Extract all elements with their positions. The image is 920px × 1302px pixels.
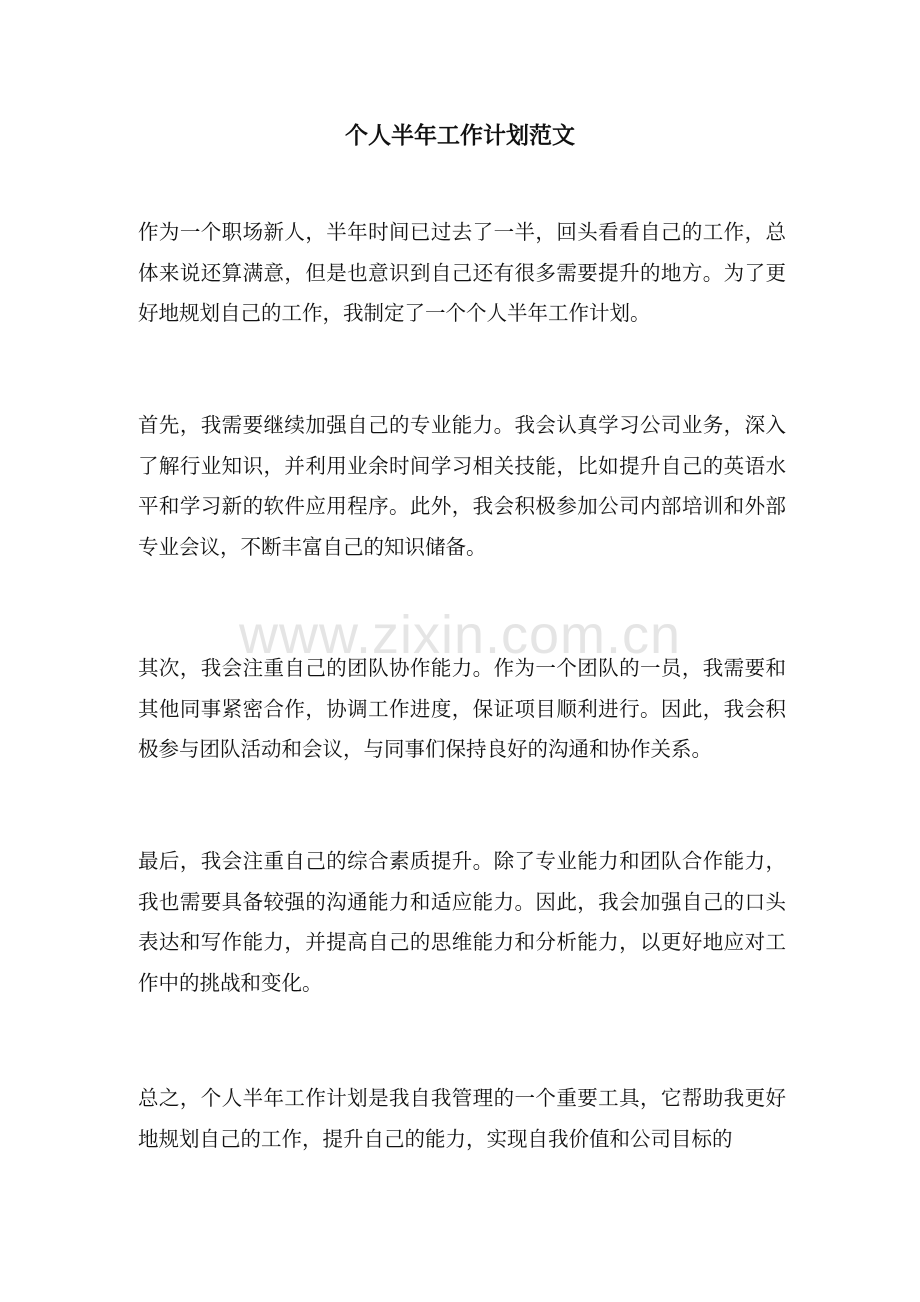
paragraph-teamwork: 其次，我会注重自己的团队协作能力。作为一个团队的一员，我需要和其他同事紧密合作，协调工作进度，保证项目顺利进行。因此，我会积极参与团队活动和会议，与同事们保持良好的沟通和协作关系。 (138, 656, 786, 761)
document-title: 个人半年工作计划范文 (345, 122, 575, 149)
paragraph-professional-skills: 首先，我需要继续加强自己的专业能力。我会认真学习公司业务，深入了解行业知识，并利用业余时间学习相关技能，比如提升自己的英语水平和学习新的软件应用程序。此外，我会积极参加公司内部培训和外部专业会议，不断丰富自己的知识储备。 (138, 413, 786, 559)
paragraph-overall-quality: 最后，我会注重自己的综合素质提升。除了专业能力和团队合作能力，我也需要具备较强的沟通能力和适应能力。因此，我会加强自己的口头表达和写作能力，并提高自己的思维能力和分析能力，以更好地应对工作中的挑战和变化。 (138, 849, 786, 995)
paragraph-conclusion: 总之，个人半年工作计划是我自我管理的一个重要工具，它帮助我更好地规划自己的工作，提升自己的能力，实现自我价值和公司目标的 (138, 1086, 786, 1151)
paragraph-intro: 作为一个职场新人，半年时间已过去了一半，回头看看自己的工作，总体来说还算满意，但是也意识到自己还有很多需要提升的地方。为了更好地规划自己的工作，我制定了一个个人半年工作计划。 (138, 220, 786, 325)
watermark: www.zixin.com.cn (238, 605, 682, 665)
